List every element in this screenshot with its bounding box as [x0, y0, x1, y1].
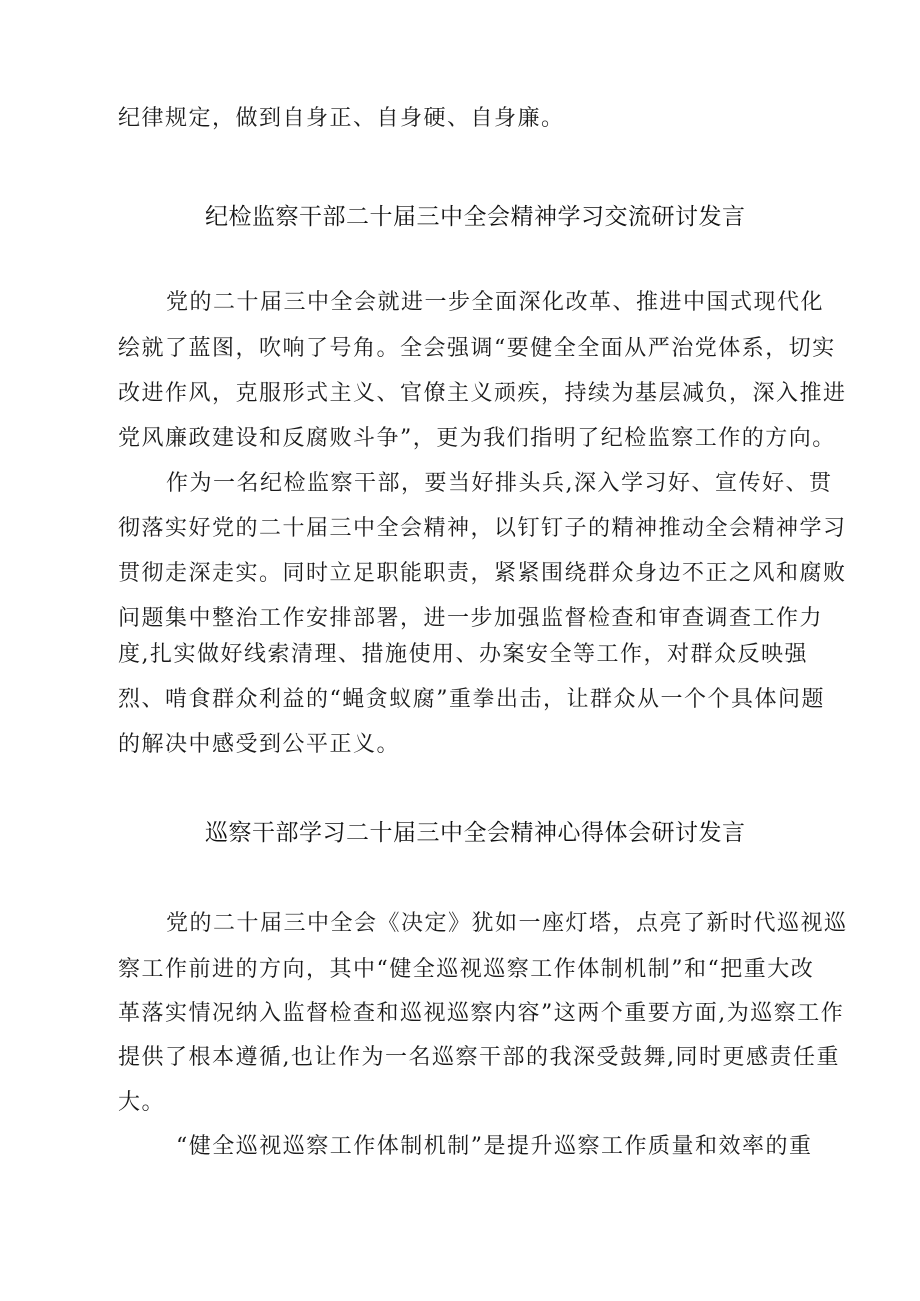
section2-title: 巡察干部学习二十届三中全会精神心得体会研讨发言 [205, 820, 746, 846]
section1-line: 问题集中整治工作安排部署，进一步加强监督检查和审查调查工作力 [118, 606, 824, 631]
section2-line: 察工作前进的方向，其中“健全巡视巡察工作体制机制”和“把重大改 [118, 957, 815, 982]
section1-line: 绘就了蓝图，吹响了号角。全会强调“要健全全面从严治党体系，切实 [118, 336, 836, 361]
section1-line: 的解决中感受到公平正义。 [118, 732, 401, 757]
section2-line: 提供了根本遵循,也让作为一名巡察干部的我深受鼓舞,同时更感责任重 [118, 1045, 840, 1070]
section1-line: 烈、啃食群众利益的“蝇贪蚁腐”重拳出击，让群众从一个个具体问题 [118, 687, 825, 712]
section2-line: 革落实情况纳入监督检查和巡视巡察内容”这两个重要方面,为巡察工作 [118, 1001, 845, 1026]
section1-line: 度,扎实做好线索清理、措施使用、办案安全等工作，对群众反映强 [118, 642, 808, 667]
section1-line: 彻落实好党的二十届三中全会精神，以钉钉子的精神推动全会精神学习 [118, 516, 847, 541]
section1-title: 纪检监察干部二十届三中全会精神学习交流研讨发言 [205, 204, 746, 230]
section2-line: “健全巡视巡察工作体制机制”是提升巡察工作质量和效率的重 [176, 1134, 813, 1159]
section2-line: 大。 [118, 1090, 166, 1115]
section1-line: 贯彻走深走实。同时立足职能职责，紧紧围绕群众身边不正之风和腐败 [118, 561, 847, 586]
section1-line: 党风廉政建设和反腐败斗争”，更为我们指明了纪检监察工作的方向。 [118, 426, 836, 451]
section1-line: 作为一名纪检监察干部，要当好排头兵,深入学习好、宣传好、贯 [166, 471, 833, 496]
section2-line: 党的二十届三中全会《决定》犹如一座灯塔，点亮了新时代巡视巡 [166, 911, 848, 936]
section1-line: 改进作风，克服形式主义、官僚主义顽疾，持续为基层减负，深入推进 [118, 381, 847, 406]
section1-line: 党的二十届三中全会就进一步全面深化改革、推进中国式现代化 [166, 290, 825, 315]
intro-tail-line: 纪律规定，做到自身正、自身硬、自身廉。 [118, 106, 565, 131]
